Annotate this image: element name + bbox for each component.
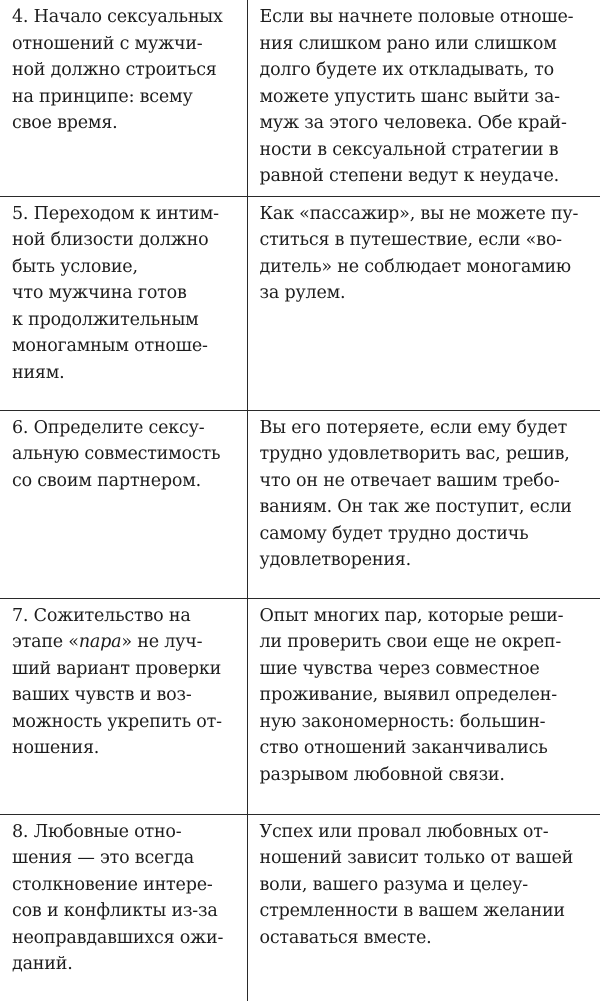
statement-italic-word: пара bbox=[78, 632, 122, 652]
explanation-line: Как «пассажир», вы не можете пу- bbox=[259, 203, 579, 224]
table-row bbox=[0, 814, 600, 1001]
explanation-line: Вы его потеряете, если ему будет bbox=[259, 417, 568, 438]
statement-line: шения — это всегда bbox=[12, 848, 194, 868]
statement-line: 5. Переходом к интим- bbox=[12, 203, 219, 224]
statement-line: 8. Любовные отно- bbox=[12, 821, 182, 842]
statement-line: сов и конфликты из-за bbox=[12, 901, 218, 921]
statement-line: неоправдавшихся ожи- bbox=[12, 927, 224, 948]
explanation-line: ститься в путешествие, если «во- bbox=[259, 230, 562, 250]
explanation-line: ство отношений заканчивались bbox=[259, 738, 548, 758]
statement-cell bbox=[0, 814, 247, 1001]
statement-cell bbox=[0, 598, 247, 814]
explanation-line: ную закономерность: большин- bbox=[259, 711, 546, 732]
explanation-line: шие чувства через совместное bbox=[259, 658, 540, 679]
statement-cell bbox=[0, 0, 247, 196]
statement-line: к продолжительным bbox=[12, 309, 199, 330]
table-row bbox=[0, 196, 600, 410]
statement-fragment: этапе « bbox=[12, 632, 79, 652]
statement-fragment: » не луч- bbox=[121, 632, 203, 652]
explanation-line: проживание, выявил определен- bbox=[259, 685, 557, 705]
explanation-line: разрывом любовной связи. bbox=[259, 764, 505, 785]
explanation-line: воли, вашего разума и целеу- bbox=[259, 874, 528, 895]
statement-line-with-italic bbox=[12, 629, 239, 656]
explanation-line: Опыт многих пар, которые реши- bbox=[259, 605, 564, 626]
explanation-line: трудно удовлетворить вас, решив, bbox=[259, 444, 570, 464]
explanation-line: оставаться вместе. bbox=[259, 927, 432, 948]
explanation-cell bbox=[247, 598, 600, 814]
explanation-line: за рулем. bbox=[259, 283, 346, 303]
statement-line: 6. Определите сексу- bbox=[12, 417, 205, 438]
statement-cell bbox=[0, 410, 247, 598]
explanation-cell bbox=[247, 814, 600, 1001]
table-row bbox=[0, 598, 600, 814]
statement-line: ношения. bbox=[12, 738, 100, 758]
explanation-line: ношений зависит только от вашей bbox=[259, 848, 574, 868]
statement-line: на принципе: всему bbox=[12, 86, 193, 107]
explanation-line: ли проверить свои еще не окреп- bbox=[259, 632, 562, 652]
statement-line: со своим партнером. bbox=[12, 470, 202, 491]
explanation-cell bbox=[247, 196, 600, 410]
statement-line: что мужчина готов bbox=[12, 283, 187, 303]
statement-line: столкновение интере- bbox=[12, 874, 213, 895]
statement-line: 4. Начало сексуальных bbox=[12, 7, 223, 27]
statement-line: ниям. bbox=[12, 362, 65, 383]
explanation-line: муж за этого человека. Обе край- bbox=[259, 113, 567, 133]
statement-line: ваших чувств и воз- bbox=[12, 685, 192, 705]
statement-line: 7. Сожительство на bbox=[12, 605, 191, 626]
explanation-line: ности в сексуальной стратегии в bbox=[259, 139, 559, 160]
statement-line: даний. bbox=[12, 954, 73, 974]
statement-line: моногамным отноше- bbox=[12, 336, 208, 356]
explanation-line: Успех или провал любовных от- bbox=[259, 821, 549, 842]
explanation-line: равной степени ведут к неудаче. bbox=[259, 166, 560, 186]
statement-cell bbox=[0, 196, 247, 410]
explanation-line: ваниям. Он так же поступит, если bbox=[259, 497, 572, 517]
explanation-line: самому будет трудно достичь bbox=[259, 523, 529, 544]
statement-line: ной должно строиться bbox=[12, 60, 217, 80]
explanation-line: можете упустить шанс выйти за- bbox=[259, 86, 560, 107]
explanation-line: что он не отвечает вашим требо- bbox=[259, 470, 560, 491]
explanation-cell bbox=[247, 410, 600, 598]
explanation-line: долго будете их откладывать, то bbox=[259, 60, 554, 80]
statement-line: свое время. bbox=[12, 113, 118, 133]
statement-line: ший вариант проверки bbox=[12, 658, 222, 679]
statement-line: можность укрепить от- bbox=[12, 711, 222, 732]
explanation-line: стремленности в вашем желании bbox=[259, 901, 565, 921]
statement-line: ной близости должно bbox=[12, 230, 209, 250]
explanation-line: ния слишком рано или слишком bbox=[259, 33, 557, 54]
table-row bbox=[0, 410, 600, 598]
statement-line: альную совместимость bbox=[12, 444, 221, 464]
explanation-cell bbox=[247, 0, 600, 196]
explanation-line: удовлетворения. bbox=[259, 550, 411, 570]
explanation-line: дитель» не соблюдает моногамию bbox=[259, 256, 571, 277]
statement-line: быть условие, bbox=[12, 256, 138, 277]
statement-line: отношений с мужчи- bbox=[12, 33, 203, 54]
table-row bbox=[0, 0, 600, 196]
explanation-line: Если вы начнете половые отноше- bbox=[259, 7, 574, 27]
